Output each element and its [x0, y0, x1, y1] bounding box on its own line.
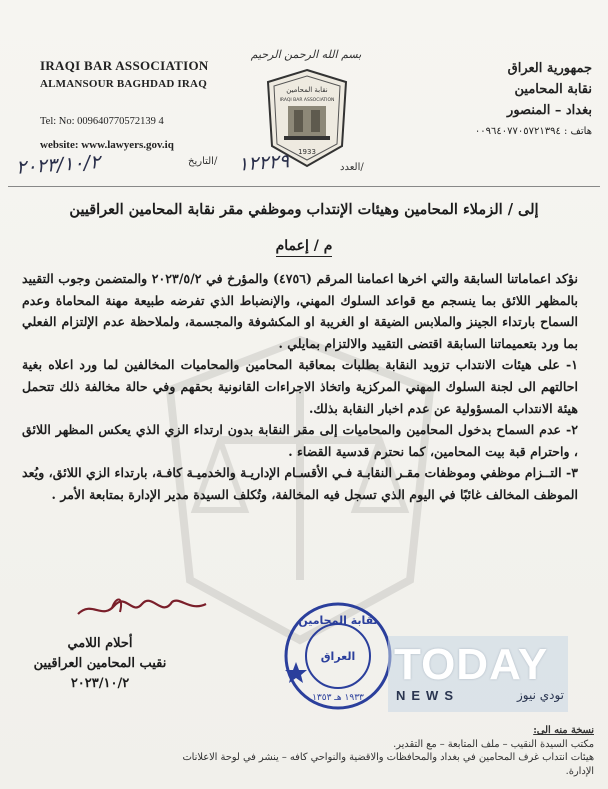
subject-text: م / إعمام: [276, 238, 333, 257]
letter-body: [22, 268, 578, 506]
body-item-3: ٣- التــزام موظفي وموظفات مقـر النقابـة فـي الأقسـام الإداريـة والخدميـة كافـة، بارتداء الزي اللائق، ويُعد الموظف المخالف غائبًا في اليوم الذي تسجل فيه المخالفة، وتُكلف السيدة مدير الإدارة بمتابعة الأمر .: [22, 465, 578, 502]
org-website-en: website: www.lawyers.gov.iq: [40, 139, 174, 151]
stamp-org: نقابة المحامين: [298, 614, 378, 627]
copies-item: هيئات انتداب غرف المحامين في بغداد والمحافظات والاقضية والنواحي كافه – ينشر في لوحة الاعلانات: [182, 752, 594, 763]
date-label: التاريخ/: [188, 156, 218, 167]
signature-block: [30, 634, 170, 694]
basmala: بسم الله الرحمن الرحيم: [250, 48, 362, 61]
org-name-ar: نقابة المحامين: [514, 82, 592, 97]
org-name-en: IRAQI BAR ASSOCIATION: [40, 58, 209, 73]
org-phone-ar: هاتف : ٠٠٩٦٤٠٧٧٠٥٧٢١٣٩٤: [474, 126, 592, 137]
org-address-en: ALMANSOUR BAGHDAD IRAQ: [40, 78, 207, 90]
official-stamp: [282, 600, 394, 712]
handwritten-signature: [72, 590, 212, 626]
copies-item: الإدارة.: [565, 765, 594, 777]
body-item-1: ١- على هيئات الانتداب تزويد النقابة بطلبات بمعاقبة المحامين والمحاميات المخالفين لما ورد اعلاه بغية احالتهم الى لجنة السلوك المهني المركزية واتخاذ الاجراءات القانونية بحقهم وفي حالة مخالفة ذلك تتحمل هيئة الانتداب المسؤولية عن عدم اخبار النقابة بذلك.: [22, 357, 578, 416]
number-label: العدد/: [340, 162, 364, 173]
body-intro-paragraph: نؤكد اعماماتنا السابقة والتي اخرها اعمامنا المرقم (٤٧٥٦) والمؤرخ في ٢٠٢٣/٥/٢ والمتضمن وجوب التقييد بالمظهر اللائق بما ينسجم مع قواعد السلوك المهني، والإنضباط الذي تفرضه طبيعة مهنة المحاماة وعدم السماح بارتداء الجينز والملابس الضيقة او الغريبة او المكشوفة والمجسمة، ولملاحظة عدم الإلتزام الفعلي بما ورد بتعميماتنا السابقة اقتضى التقييد والالتزام بمايلي .: [22, 271, 578, 351]
country-ar: جمهورية العراق: [507, 61, 592, 76]
signature-date: ٢٠٢٣/١٠/٢: [70, 676, 130, 691]
copies-list: [34, 724, 594, 778]
today-news-watermark: [388, 636, 568, 712]
today-logo-text: TODAY: [394, 640, 549, 689]
handwritten-number: ١٢٢٢٩: [237, 150, 290, 176]
org-address-ar: بغداد – المنصور: [507, 103, 592, 118]
stamp-year: ١٩٣٣ هـ ١٣٥٣: [312, 693, 364, 703]
copies-header: نسخة منه الى:: [533, 725, 594, 736]
body-item-2: ٢- عدم السماح بدخول المحامين والمحاميات إلى مقر النقابة بدون ارتداء الزي الذي يعكس المظهر اللائق ، واحترام قبة بيت المحامين، كما نحترم قدسية القضاء .: [22, 422, 578, 459]
copies-item: مكتب السيدة النقيب – ملف المتابعة – مع التقدير.: [393, 738, 594, 750]
handwritten-date: ٢٠٢٣/١٠/٢: [15, 151, 101, 179]
news-logo-arabic: تودي نيوز: [516, 688, 564, 702]
org-phone-en: Tel: No: 009640770572139 4: [40, 116, 164, 127]
news-logo-text: NEWS: [396, 688, 459, 703]
addressee-line: إلى / الزملاء المحامين وهيئات الإنتداب وموظفي مقر نقابة المحامين العراقيين: [69, 201, 539, 218]
signatory-title: نقيب المحامين العراقيين: [33, 656, 167, 671]
arabic-header: [475, 58, 592, 142]
header-divider: [8, 186, 600, 187]
stamp-country: العراق: [320, 650, 356, 663]
signatory-name: أحلام اللامي: [67, 636, 133, 651]
logo-arabic-name: نقابة المحامين: [286, 86, 328, 94]
english-header: [40, 58, 209, 151]
logo-year: 1933: [298, 148, 316, 156]
logo-english-name: IRAQI BAR ASSOCIATION: [279, 98, 335, 103]
subject-line: [0, 238, 608, 254]
